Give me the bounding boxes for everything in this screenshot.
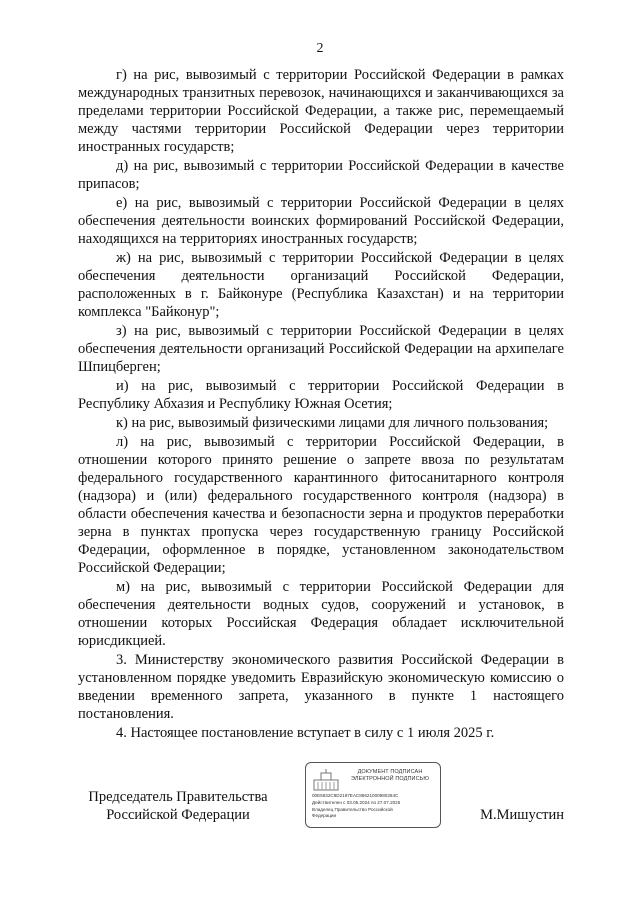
paragraph-e: е) на рис, вывозимый с территории Российской Федерации в целях обеспечения деятельности воинских формирований Российской Федерации, находящихся на территориях иностранных государств; — [78, 195, 564, 247]
paragraph-d: д) на рис, вывозимый с территории Российской Федерации в качестве припасов; — [78, 158, 564, 192]
stamp-certificate: 00E5832C8D2197EAC88621000980284C — [312, 793, 399, 798]
stamp-header-line1: ДОКУМЕНТ ПОДПИСАН — [357, 769, 423, 775]
signatory-title-line2: Российской Федерации — [106, 807, 250, 823]
document-body — [78, 66, 564, 742]
emblem-icon — [312, 768, 340, 792]
stamp-header-line2: ЭЛЕКТРОННОЙ ПОДПИСЬЮ — [350, 776, 430, 782]
electronic-signature-stamp — [305, 762, 441, 828]
signatory-title — [78, 788, 278, 824]
signatory-name: М.Мишустин — [480, 807, 564, 823]
clause-4: 4. Настоящее постановление вступает в силу с 1 июля 2025 г. — [116, 725, 495, 741]
stamp-validity: Действителен с 03.05.2024 по 27.07.2025 — [312, 800, 401, 805]
paragraph-zh: ж) на рис, вывозимый с территории Российской Федерации в целях обеспечения деятельности организаций Российской Федерации, расположенных в г. Байконуре (Республика Казахстан) и на территории комплекса "Байконур"; — [78, 250, 564, 320]
stamp-owner-line1: Владелец Правительство Российской — [312, 807, 393, 812]
signatory-title-line1: Председатель Правительства — [88, 789, 268, 805]
paragraph-g: г) на рис, вывозимый с территории Российской Федерации в рамках международных транзитных перевозок, начинающихся и заканчивающихся за пределами территории Российской Федерации, а также рис, перемещаемый между частями территории Российской Федерации через территории иностранных государств; — [78, 67, 564, 155]
stamp-header — [344, 769, 436, 783]
stamp-owner-line2: Федерации — [312, 813, 337, 818]
page-number: 2 — [316, 41, 324, 56]
paragraph-z: з) на рис, вывозимый с территории Российской Федерации в целях обеспечения деятельности организаций Российской Федерации на архипелаге Шпицберген; — [78, 323, 564, 375]
paragraph-k: к) на рис, вывозимый физическими лицами для личного пользования; — [116, 415, 549, 431]
paragraph-l: л) на рис, вывозимый с территории Российской Федерации, в отношении которого принято решение о запрете ввоза по результатам федерального государственного карантинного фитосанитарного контроля (надзора) и (или) федерального государственного контроля (надзора) в области обеспечения качества и безопасности зерна и продуктов переработки зерна в пунктах пропуска через государственную границу Российской Федерации, оформленное в порядке, установленном законодательством Российской Федерации; — [78, 434, 564, 576]
paragraph-m: м) на рис, вывозимый с территории Российской Федерации для обеспечения деятельности водных судов, сооружений и установок, в отношении которых Российская Федерация обладает исключительной юрисдикцией. — [78, 579, 564, 649]
clause-3: 3. Министерству экономического развития Российской Федерации в установленном порядке уведомить Евразийскую экономическую комиссию о введении временного запрета, указанного в пункте 1 настоящего постановления. — [78, 652, 564, 722]
paragraph-i: и) на рис, вывозимый с территории Российской Федерации в Республику Абхазия и Республику Южная Осетия; — [78, 378, 564, 412]
